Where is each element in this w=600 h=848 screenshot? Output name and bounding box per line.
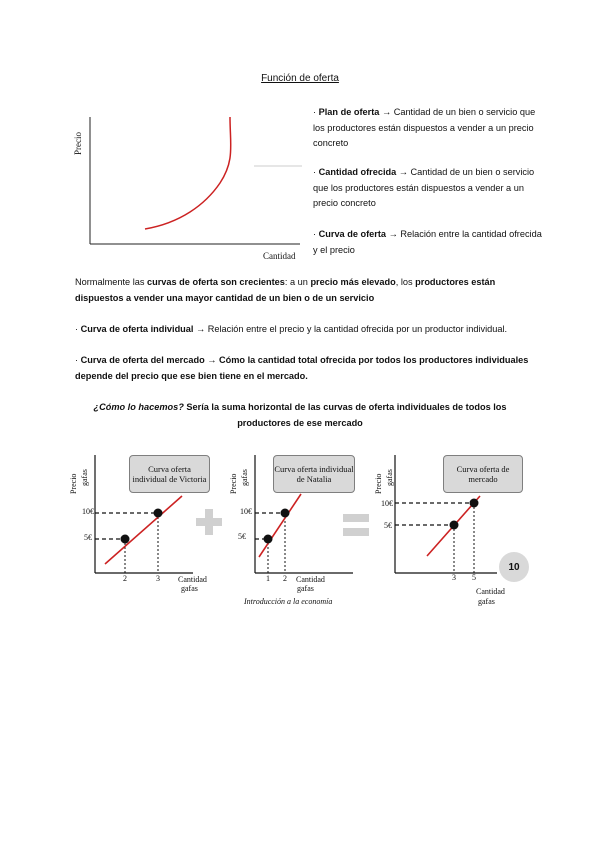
qty-high: 5: [472, 573, 476, 582]
definition-text: Cantidad de un bien o servicio que los productores están dispuestos a vender a un precio concreto: [313, 107, 536, 148]
plus-operator: [196, 509, 222, 535]
text: Normalmente las: [75, 277, 147, 287]
y-label: Precio: [229, 473, 238, 494]
point-high: [470, 499, 479, 508]
bold-text: curvas de oferta son crecientes: [147, 277, 285, 287]
x-label: Cantidad: [476, 587, 505, 596]
point-low: [450, 521, 459, 530]
equals-operator: [343, 514, 369, 538]
qty-low: 1: [266, 574, 270, 583]
y-label-unit: gafas: [385, 469, 394, 486]
supply-curve: [105, 496, 182, 564]
arrow: →: [388, 229, 398, 239]
x-label: Cantidad: [178, 575, 207, 584]
price-high: 10€: [240, 507, 252, 516]
point-low: [264, 535, 273, 544]
chart-title-box: Curva oferta individual de Victoria: [129, 455, 210, 493]
paragraph-oferta-mercado: · Curva de oferta del mercado → Cómo la cantidad total ofrecida por todos los productores individuales depende del precio que ese bien tiene en el mercado.: [75, 355, 529, 381]
price-low: 5€: [84, 533, 92, 542]
price-low: 5€: [384, 521, 392, 530]
page-number: 10: [499, 552, 529, 582]
definition-text: Cantidad de un bien o servicio que los productores están dispuestos a vender a un precio concreto: [313, 167, 535, 208]
page-title: Función de oferta: [261, 73, 339, 84]
footer-text: Introducción a la economía: [244, 597, 333, 606]
supply-curve-chart: [70, 105, 310, 260]
price-low: 5€: [238, 532, 246, 541]
definition-cantidad-ofrecida: · Cantidad ofrecida → Cantidad de un bien o servicio que los productores están dispuestos a vender a un precio concreto: [313, 167, 535, 208]
price-high: 10€: [381, 499, 393, 508]
text: Relación entre el precio y la cantidad ofrecida por un productor individual.: [207, 324, 508, 334]
point-low: [121, 535, 130, 544]
qty-high: 2: [283, 574, 287, 583]
question-text: Sería la suma horizontal de las curvas de oferta individuales de todos los productores de ese mercado: [183, 402, 507, 428]
x-label-unit: gafas: [297, 584, 314, 593]
definition-text: Relación entre la cantidad ofrecida y el precio: [313, 229, 542, 255]
term: Curva de oferta del mercado: [80, 355, 205, 365]
y-label-unit: gafas: [80, 469, 89, 486]
definition-term: Curva de oferta: [318, 229, 387, 239]
text: , los: [395, 277, 416, 287]
definition-curva-oferta: · Curva de oferta → Relación entre la cantidad ofrecida y el precio: [313, 229, 542, 255]
text: Cómo la cantidad total ofrecida por todos los productores individuales depende del precio que ese bien tiene en el mercado.: [75, 355, 529, 381]
point-high: [154, 509, 163, 518]
text: : a un: [284, 277, 311, 287]
x-label-unit: gafas: [478, 597, 495, 606]
question-italic: ¿Cómo lo hacemos?: [93, 402, 184, 412]
bold-text: precio más elevado: [310, 277, 396, 287]
x-label: Cantidad: [296, 575, 325, 584]
supply-curve: [145, 117, 231, 229]
chart-title-box: Curva oferta de mercado: [443, 455, 523, 493]
paragraph-creciente: [75, 275, 535, 306]
qty-high: 3: [156, 574, 160, 583]
qty-low: 3: [452, 573, 456, 582]
arrow: →: [398, 167, 408, 177]
term: Curva de oferta individual: [80, 324, 194, 334]
definition-term: Plan de oferta: [318, 107, 380, 117]
arrow: →: [381, 107, 392, 117]
question-paragraph: [90, 400, 510, 431]
arrow: →: [207, 355, 217, 365]
bold-text: productores están dispuestos a vender una mayor cantidad de un bien o de un servicio: [75, 277, 496, 303]
price-high: 10€: [82, 507, 94, 516]
supply-curve: [259, 494, 301, 557]
qty-low: 2: [123, 574, 127, 583]
point-high: [281, 509, 290, 518]
definition-term: Cantidad ofrecida: [318, 167, 397, 177]
x-axis-label: Cantidad: [263, 251, 296, 261]
y-label: Precio: [69, 473, 78, 494]
arrow: →: [196, 324, 206, 334]
y-label: Precio: [374, 473, 383, 494]
chart-title-box: Curva oferta individual de Natalia: [273, 455, 355, 493]
y-axis-label: Precio: [73, 132, 83, 155]
y-label-unit: gafas: [240, 469, 249, 486]
definition-plan-oferta: · Plan de oferta → Cantidad de un bien o servicio que los productores están dispuestos a vender a un precio concreto: [313, 107, 536, 148]
paragraph-oferta-individual: · Curva de oferta individual → Relación entre el precio y la cantidad ofrecida por un productor individual.: [75, 324, 508, 334]
x-label-unit: gafas: [181, 584, 198, 593]
